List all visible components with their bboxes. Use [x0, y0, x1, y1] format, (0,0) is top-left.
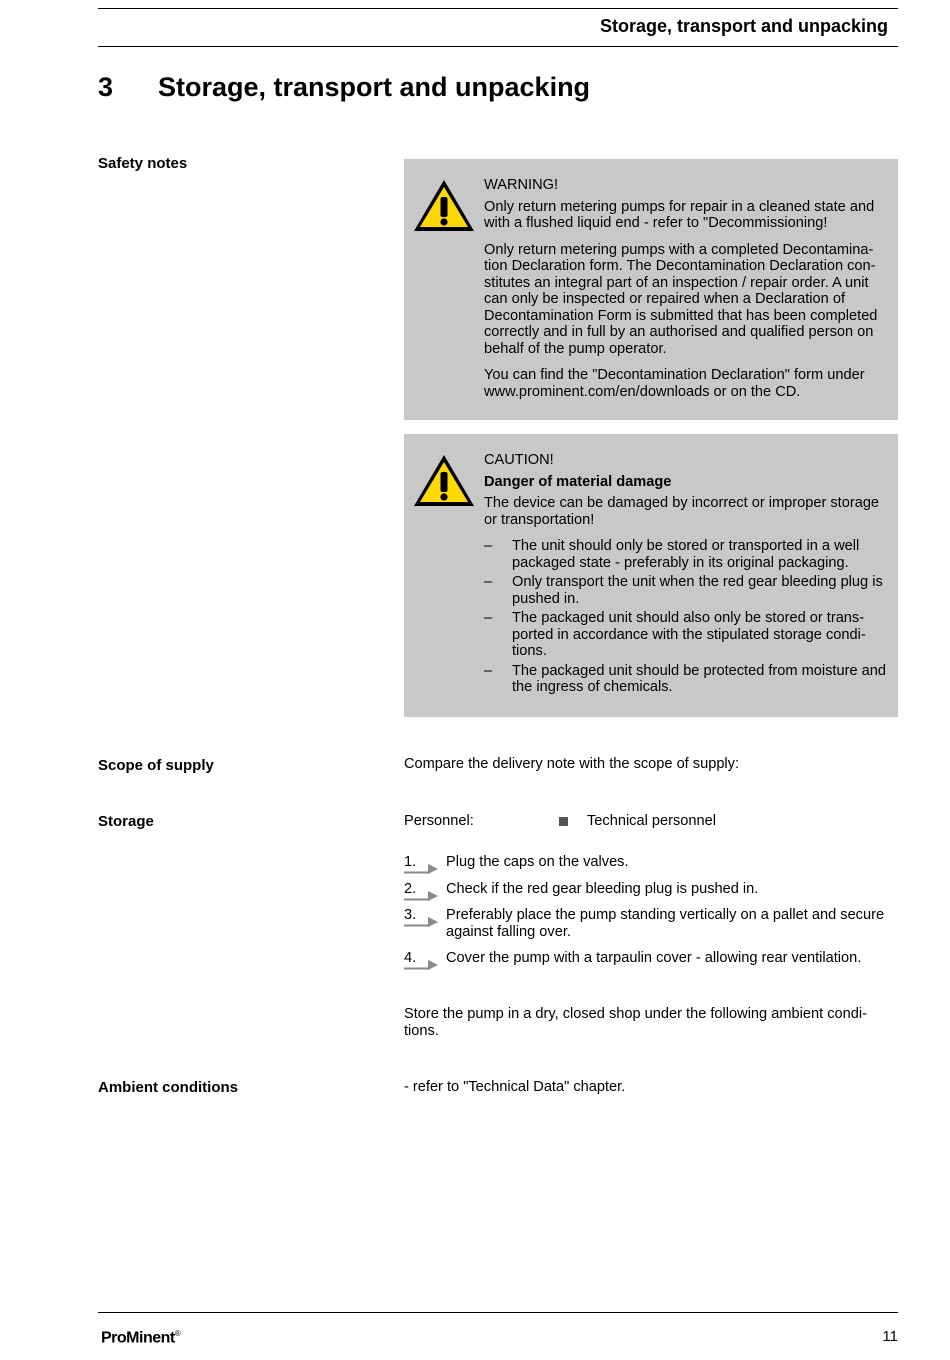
square-bullet-icon [559, 817, 568, 826]
warning-paragraph: You can find the "Decontamination Declaration" form under www.prominent.com/en/downloads or on the CD. [484, 367, 865, 400]
running-header: Storage, transport and unpacking [599, 16, 888, 36]
chapter-number: 3 [98, 72, 114, 102]
step-text: Check if the red gear bleeding plug is pushed in. [446, 880, 759, 897]
ambient-text: - refer to "Technical Data" chapter. [404, 1079, 626, 1095]
section-label-ambient-conditions: Ambient conditions [98, 1079, 238, 1096]
caution-box [404, 434, 898, 717]
warning-triangle-icon [412, 452, 476, 508]
warning-text [484, 177, 888, 410]
storage-note: Store the pump in a dry, closed shop under the following ambient condi-tions. [404, 1006, 867, 1039]
footer-rule [98, 1312, 898, 1313]
caution-text [484, 452, 888, 699]
list-item: – Only transport the unit when the red gear bleeding plug is pushed in. [484, 574, 888, 607]
step-text: Cover the pump with a tarpaulin cover - allowing rear ventilation. [446, 950, 862, 966]
step-arrow-icon [404, 889, 438, 901]
step-item [404, 950, 898, 967]
warning-signal-word: WARNING! [484, 177, 559, 193]
warning-triangle-icon [412, 177, 476, 233]
personnel-label: Personnel: [404, 813, 474, 829]
step-arrow-icon [404, 862, 438, 874]
storage-steps [404, 854, 898, 977]
step-arrow-icon [404, 915, 438, 927]
personnel-value: Technical personnel [587, 813, 716, 829]
step-arrow-icon [404, 958, 438, 970]
list-item: – The packaged unit should also only be stored or trans-ported in accordance with the stipulated storage condi-tions. [484, 610, 888, 660]
caution-paragraph: The device can be damaged by incorrect or improper storage or transportation! [484, 495, 880, 528]
page-number: 11 [882, 1328, 898, 1345]
list-item: – The unit should only be stored or transported in a well packaged state - preferably in its original packaging. [484, 538, 888, 571]
step-number: 4. [404, 950, 417, 966]
step-number: 3. [404, 907, 417, 923]
header-rule [98, 46, 898, 47]
top-rule [98, 8, 898, 9]
warning-box [404, 159, 898, 420]
warning-paragraph: Only return metering pumps for repair in a cleaned state and with a flushed liquid end - refer to "Decommissioning! [484, 198, 875, 231]
step-item [404, 854, 898, 871]
section-label-storage: Storage [98, 813, 154, 830]
caution-subheading: Danger of material damage [484, 473, 672, 490]
step-number: 1. [404, 854, 417, 870]
scope-text: Compare the delivery note with the scope of supply: [404, 756, 740, 772]
step-text: Preferably place the pump standing vertically on a pallet and secure against falling over. [446, 907, 885, 940]
prominent-logo: ProMinent® [101, 1329, 181, 1347]
warning-paragraph: Only return metering pumps with a completed Decontamina-tion Declaration form. The Decontamination Declaration con-stitutes an integral part of an inspection / repair order. A unit can only be inspected or repaired when a Declaration of Decontamination Form is submitted that has been completed correctly and in full by an authorised and qualified person on behalf of the pump operator. [484, 241, 878, 357]
list-item: – The packaged unit should be protected from moisture and the ingress of chemicals. [484, 663, 888, 696]
caution-signal-word: CAUTION! [484, 452, 554, 468]
step-number: 2. [404, 880, 417, 897]
step-item [404, 881, 898, 898]
chapter-title: Storage, transport and unpacking [158, 72, 591, 102]
section-label-scope-of-supply: Scope of supply [98, 757, 214, 774]
section-label-safety-notes: Safety notes [98, 155, 188, 172]
caution-list [484, 538, 888, 696]
step-text: Plug the caps on the valves. [446, 854, 629, 870]
step-item [404, 907, 898, 940]
